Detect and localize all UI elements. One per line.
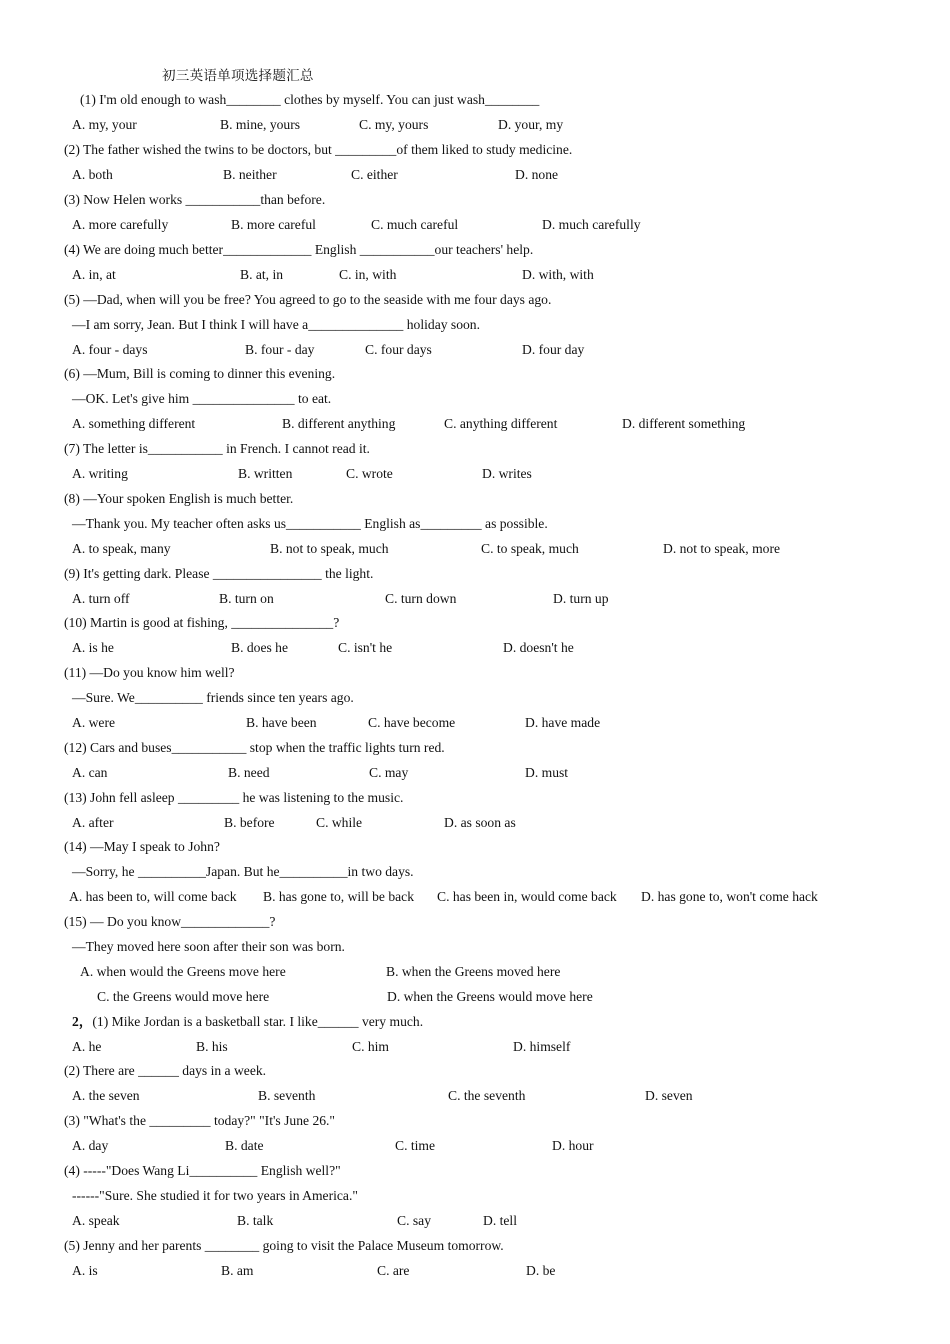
option-b: B. when the Greens moved here xyxy=(386,964,561,979)
option-d: D. much carefully xyxy=(542,217,641,232)
option-b: B. different anything xyxy=(282,416,396,431)
option-b: B. need xyxy=(228,765,270,780)
option-d: D. must xyxy=(525,765,569,780)
option-a: A. to speak, many xyxy=(72,541,171,556)
question-stem-reply: —OK. Let's give him _______________ to eat. xyxy=(72,391,332,406)
option-c: C. time xyxy=(395,1138,436,1153)
option-a: A. in, at xyxy=(72,267,116,282)
option-a: A. is he xyxy=(72,640,114,655)
option-b: B. his xyxy=(196,1039,228,1054)
option-d: D. seven xyxy=(645,1088,693,1103)
question-stem: (8) —Your spoken English is much better. xyxy=(64,491,294,506)
question-stem-reply: —I am sorry, Jean. But I think I will have a______________ holiday soon. xyxy=(72,317,481,332)
option-c: C. the seventh xyxy=(448,1088,526,1103)
option-c: C. while xyxy=(316,815,363,830)
option-b: B. neither xyxy=(223,167,277,182)
option-b: B. date xyxy=(225,1138,264,1153)
option-b: B. more careful xyxy=(231,217,316,232)
option-c: C. him xyxy=(352,1039,390,1054)
option-d: D. when the Greens would move here xyxy=(387,989,593,1004)
section-number: 2， xyxy=(72,1014,93,1029)
option-c: C. have become xyxy=(368,715,456,730)
option-c: C. turn down xyxy=(385,591,457,606)
option-a: A. four - days xyxy=(72,342,148,357)
question-stem: (3) "What's the _________ today?" "It's June 26." xyxy=(64,1113,335,1128)
option-a: A. something different xyxy=(72,416,196,431)
option-c: C. isn't he xyxy=(338,640,393,655)
option-d: D. your, my xyxy=(498,117,564,132)
question-stem: (15) — Do you know_____________? xyxy=(64,914,276,929)
question-stem: (6) —Mum, Bill is coming to dinner this evening. xyxy=(64,366,336,381)
option-b: B. have been xyxy=(246,715,317,730)
question-stem: (5) Jenny and her parents ________ going to visit the Palace Museum tomorrow. xyxy=(64,1238,504,1253)
option-a: A. more carefully xyxy=(72,217,169,232)
option-d: D. doesn't he xyxy=(503,640,574,655)
option-b: B. at, in xyxy=(240,267,284,282)
option-d: D. none xyxy=(515,167,559,182)
question-stem: (2) The father wished the twins to be doctors, but _________of them liked to study medicine. xyxy=(64,142,573,157)
question-stem-reply: ------"Sure. She studied it for two years in America." xyxy=(72,1188,358,1203)
option-a: A. after xyxy=(72,815,114,830)
question-stem-reply: —Thank you. My teacher often asks us___________ English as_________ as possible. xyxy=(72,516,548,531)
option-d: D. writes xyxy=(482,466,532,481)
question-stem: (5) —Dad, when will you be free? You agreed to go to the seaside with me four days ago. xyxy=(64,292,552,307)
option-b: B. not to speak, much xyxy=(270,541,389,556)
option-a: A. day xyxy=(72,1138,109,1153)
option-b: B. before xyxy=(224,815,275,830)
question-stem: (7) The letter is___________ in French. I cannot read it. xyxy=(64,441,370,456)
option-c: C. four days xyxy=(365,342,432,357)
option-a: A. can xyxy=(72,765,108,780)
option-d: D. have made xyxy=(525,715,601,730)
option-d: D. four day xyxy=(522,342,585,357)
option-c: C. may xyxy=(369,765,409,780)
option-a: A. were xyxy=(72,715,116,730)
question-stem: (1) Mike Jordan is a basketball star. I like______ very much. xyxy=(92,1014,424,1029)
option-a: A. when would the Greens move here xyxy=(80,964,286,979)
option-d: D. tell xyxy=(483,1213,517,1228)
section-2-heading xyxy=(72,1013,423,1031)
option-a: A. he xyxy=(72,1039,102,1054)
option-a: A. my, your xyxy=(72,117,137,132)
question-stem-reply: —Sure. We__________ friends since ten years ago. xyxy=(72,690,354,705)
option-d: D. as soon as xyxy=(444,815,516,830)
option-d: D. himself xyxy=(513,1039,571,1054)
option-a: A. speak xyxy=(72,1213,120,1228)
option-d: D. has gone to, won't come hack xyxy=(641,889,818,904)
option-b: B. turn on xyxy=(219,591,274,606)
option-d: D. with, with xyxy=(522,267,594,282)
question-stem-reply: —Sorry, he __________Japan. But he__________in two days. xyxy=(72,864,414,879)
option-c: C. wrote xyxy=(346,466,393,481)
option-a: A. is xyxy=(72,1263,98,1278)
option-a: A. the seven xyxy=(72,1088,140,1103)
option-c: C. say xyxy=(397,1213,431,1228)
question-stem: (9) It's getting dark. Please ________________ the light. xyxy=(64,566,374,581)
option-c: C. in, with xyxy=(339,267,397,282)
option-a: A. writing xyxy=(72,466,128,481)
option-b: B. written xyxy=(238,466,293,481)
option-c: C. either xyxy=(351,167,398,182)
option-a: A. both xyxy=(72,167,113,182)
question-stem: (3) Now Helen works ___________than before. xyxy=(64,192,326,207)
question-stem: (4) -----"Does Wang Li__________ English well?" xyxy=(64,1163,341,1178)
option-b: B. mine, yours xyxy=(220,117,301,132)
option-a: A. turn off xyxy=(72,591,130,606)
question-stem: (4) We are doing much better_____________ English ___________our teachers' help. xyxy=(64,242,534,257)
option-b: B. does he xyxy=(231,640,289,655)
option-c: C. are xyxy=(377,1263,410,1278)
question-stem: (1) I'm old enough to wash________ clothes by myself. You can just wash________ xyxy=(80,92,540,107)
question-stem-reply: —They moved here soon after their son was born. xyxy=(72,939,345,954)
option-d: D. not to speak, more xyxy=(663,541,781,556)
document-title: 初三英语单项选择题汇总 xyxy=(162,68,314,84)
question-stem: (12) Cars and buses___________ stop when the traffic lights turn red. xyxy=(64,740,445,755)
option-b: B. am xyxy=(221,1263,254,1278)
option-a: A. has been to, will come back xyxy=(69,889,237,904)
option-d: D. be xyxy=(526,1263,556,1278)
question-stem: (11) —Do you know him well? xyxy=(64,665,235,680)
option-c: C. the Greens would move here xyxy=(97,989,270,1004)
option-b: B. four - day xyxy=(245,342,315,357)
option-c: C. anything different xyxy=(444,416,558,431)
option-d: D. turn up xyxy=(553,591,609,606)
option-b: B. has gone to, will be back xyxy=(263,889,415,904)
option-d: D. hour xyxy=(552,1138,594,1153)
question-stem: (2) There are ______ days in a week. xyxy=(64,1063,267,1078)
question-stem: (13) John fell asleep _________ he was listening to the music. xyxy=(64,790,404,805)
option-c: C. my, yours xyxy=(359,117,429,132)
option-b: B. talk xyxy=(237,1213,274,1228)
option-b: B. seventh xyxy=(258,1088,316,1103)
option-c: C. to speak, much xyxy=(481,541,579,556)
question-stem: (14) —May I speak to John? xyxy=(64,839,220,854)
question-stem: (10) Martin is good at fishing, _______________? xyxy=(64,615,340,630)
option-c: C. much careful xyxy=(371,217,459,232)
option-c: C. has been in, would come back xyxy=(437,889,617,904)
option-d: D. different something xyxy=(622,416,746,431)
